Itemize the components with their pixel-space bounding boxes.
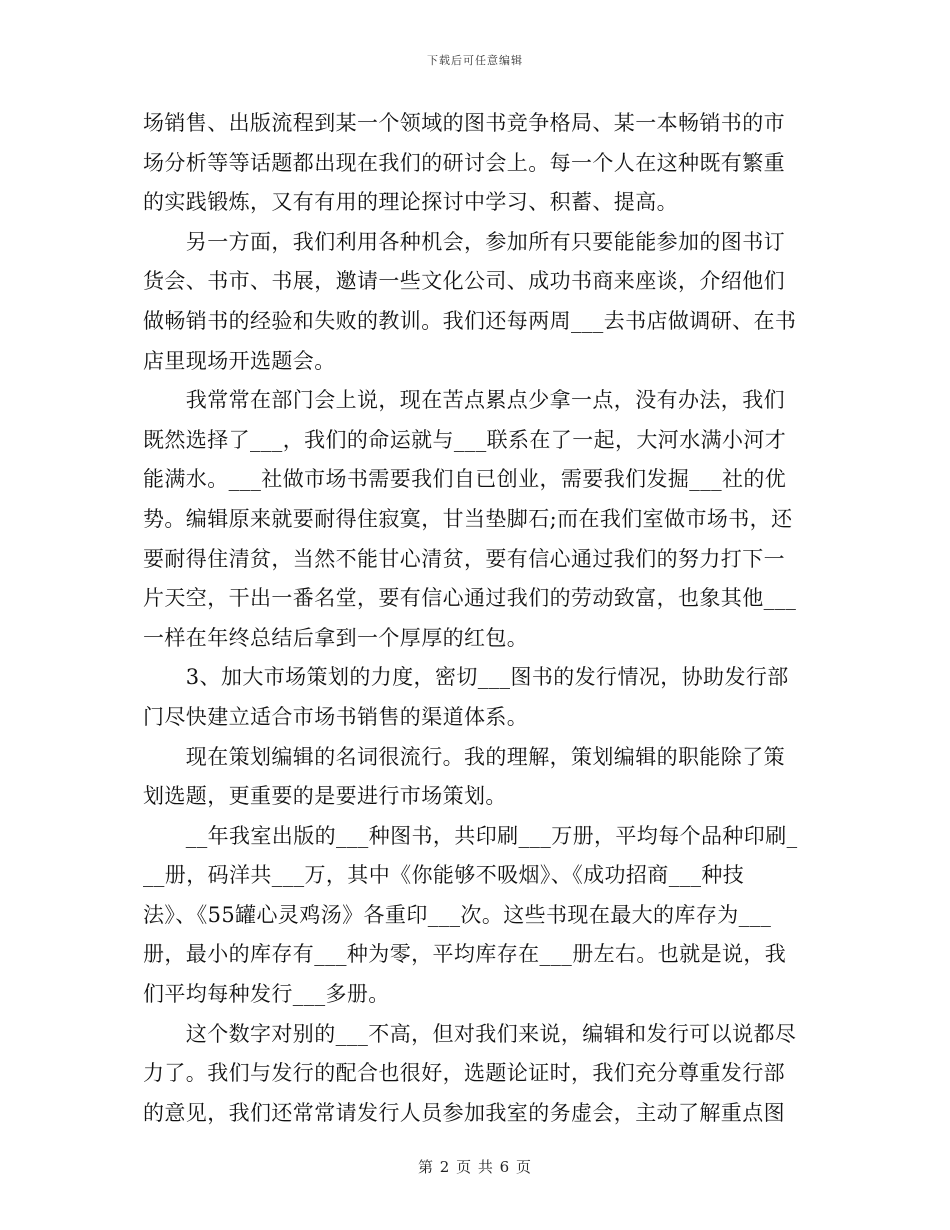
- page-header-note: 下载后可任意编辑: [427, 54, 523, 67]
- text-line: 的实践锻炼，又有有用的理论探讨中学习、积蓄、提高。: [143, 190, 678, 215]
- text-line: 法》、《55罐心灵鸡汤》各重印___次。这些书现在最大的库存为___: [143, 902, 772, 927]
- text-line: 另一方面，我们利用各种机会，参加所有只要能能参加的图书订: [143, 229, 785, 254]
- text-line: 既然选择了___，我们的命运就与___联系在了一起，大河水满小河才: [143, 427, 787, 452]
- text-line: 场分析等等话题都出现在我们的研讨会上。每一个人在这种既有繁重: [143, 150, 785, 175]
- text-line: __年我室出版的___种图书，共印刷___万册，平均每个品种印刷_: [143, 823, 798, 848]
- text-line: 做畅销书的经验和失败的教训。我们还每两周___去书店做调研、在书: [143, 308, 797, 333]
- text-line: 势。编辑原来就要耐得住寂寞，甘当垫脚石;而在我们室做市场书，还: [143, 506, 793, 531]
- text-line: 3、加大市场策划的力度，密切___图书的发行情况，协助发行部: [143, 665, 789, 690]
- text-line: 要耐得住清贫，当然不能甘心清贫，要有信心通过我们的努力打下一: [143, 546, 785, 571]
- text-line: 一样在年终总结后拿到一个厚厚的红包。: [143, 625, 529, 650]
- text-line: 片天空，干出一番名堂，要有信心通过我们的劳动致富，也象其他___: [143, 586, 797, 611]
- text-line: 我常常在部门会上说，现在苦点累点少拿一点，没有办法，我们: [143, 388, 785, 413]
- text-line: 门尽快建立适合市场书销售的渠道体系。: [143, 704, 529, 729]
- text-line: 力了。我们与发行的配合也很好，选题论证时，我们充分尊重发行部: [143, 1061, 785, 1086]
- text-line: __册，码洋共___万，其中《你能够不吸烟》、《成功招商___种技: [143, 863, 745, 888]
- text-line: 现在策划编辑的名词很流行。我的理解，策划编辑的职能除了策: [143, 744, 785, 769]
- text-line: 能满水。___社做市场书需要我们自已创业，需要我们发掘___社的优: [143, 467, 787, 492]
- text-line: 场销售、出版流程到某一个领域的图书竞争格局、某一本畅销书的市: [143, 111, 785, 135]
- text-line: 册，最小的库存有___种为零，平均库存在___册左右。也就是说，我: [143, 942, 787, 967]
- text-line: 店里现场开选题会。: [143, 348, 336, 373]
- page-number-footer: 第 2 页 共 6 页: [418, 1158, 532, 1176]
- text-line: 划选题，更重要的是要进行市场策划。: [143, 784, 507, 809]
- document-body: [143, 104, 809, 1133]
- text-line: 这个数字对别的___不高，但对我们来说，编辑和发行可以说都尽: [143, 1021, 797, 1046]
- text-line: 货会、书市、书展，邀请一些文化公司、成功书商来座谈，介绍他们: [143, 269, 785, 294]
- text-line: 们平均每种发行___多册。: [143, 982, 390, 1007]
- text-line: 的意见，我们还常常请发行人员参加我室的务虚会，主动了解重点图: [143, 1100, 785, 1125]
